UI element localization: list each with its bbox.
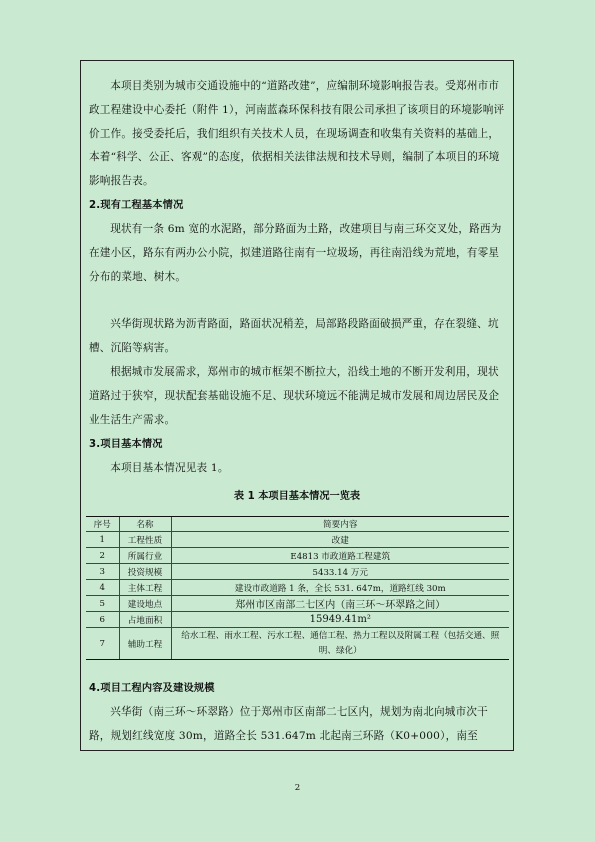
- intro-paragraph: 本项目类别为城市交通设施中的“道路改建”，应编制环境影响报告表。受郑州市市政工程建设中心委托（附件 1），河南蓝森环保科技有限公司承担了该项目的环境影响评价工作。接受委托后，我们组织有关技术人员，在现场调查和收集有关资料的基础上，本着“科学、公正、客观”的态度，依据相关法律法规和技术导则，编制了本项目的环境影响报告表。: [89, 80, 505, 188]
- table-row: [86, 596, 509, 612]
- section-3-paragraph-1: 本项目基本情况见表 1。: [110, 462, 229, 474]
- table-row: [86, 564, 509, 580]
- content-frame: [80, 60, 514, 751]
- table-row: [86, 580, 509, 596]
- row-name: 建设地点: [119, 596, 171, 612]
- row-name: 主体工程: [119, 580, 171, 596]
- table-row: [86, 612, 509, 628]
- table-header-row: [86, 517, 509, 532]
- row-no: 4: [86, 580, 119, 596]
- section-4-paragraph-1: 兴华街（南三环～环翠路）位于郑州市区南部二七区内，规划为南北向城市次干路，规划红线宽度 30m，道路全长 531.647m 北起南三环路（K0+000），南至: [89, 706, 488, 742]
- table-row: [86, 628, 509, 660]
- section-2-heading: 2.现有工程基本情况: [89, 200, 184, 211]
- header-name: 名称: [119, 517, 171, 532]
- page-number: 2: [294, 783, 301, 793]
- row-no: 2: [86, 548, 119, 564]
- table-1-caption: 表 1 本项目基本情况一览表: [233, 491, 361, 502]
- section-2-paragraph-1: 现状有一条 6m 宽的水泥路，部分路面为土路，改建项目与南三环交叉处，路西为在建小区，路东有两办公小院，拟建道路往南有一垃圾场，再往南沿线为荒地，有零星分布的菜地、树木。: [89, 223, 502, 283]
- header-no: 序号: [86, 517, 119, 532]
- row-name: 辅助工程: [119, 628, 171, 660]
- row-name: 占地面积: [119, 612, 171, 628]
- table-row: [86, 548, 509, 564]
- section-2-paragraph-3: 根据城市发展需求，郑州市的城市框架不断拉大，沿线土地的不断开发利用，现状道路过于狭窄，现状配套基础设施不足、现状环境远不能满足城市发展和周边居民及企业生活生产需求。: [89, 366, 500, 426]
- row-no: 6: [86, 612, 119, 628]
- row-no: 1: [86, 532, 119, 548]
- project-info-table: [86, 516, 509, 660]
- row-no: 5: [86, 596, 119, 612]
- row-name: 投资规模: [119, 564, 171, 580]
- row-content: E4813 市政道路工程建筑: [171, 548, 509, 564]
- row-name: 工程性质: [119, 532, 171, 548]
- row-content: 郑州市区南部二七区内（南三环～环翠路之间）: [171, 596, 509, 612]
- section-4-heading: 4.项目工程内容及建设规模: [89, 683, 215, 694]
- row-content: 给水工程、雨水工程、污水工程、通信工程、热力工程以及附属工程（包括交通、照明、绿化）: [171, 628, 509, 660]
- row-content: 改建: [171, 532, 509, 548]
- row-no: 7: [86, 628, 119, 660]
- section-3-heading: 3.项目基本情况: [89, 439, 163, 450]
- row-content: 15949.41m²: [171, 612, 509, 628]
- header-content: 简要内容: [171, 517, 509, 532]
- row-content: 建设市政道路 1 条，全长 531. 647m，道路红线 30m: [171, 580, 509, 596]
- table-row: [86, 532, 509, 548]
- row-content: 5433.14 万元: [171, 564, 509, 580]
- row-name: 所属行业: [119, 548, 171, 564]
- section-2-paragraph-2: 兴华街现状路为沥青路面，路面状况稍差，局部路段路面破损严重，存在裂缝、坑槽、沉陷等病害。: [89, 318, 499, 354]
- row-no: 3: [86, 564, 119, 580]
